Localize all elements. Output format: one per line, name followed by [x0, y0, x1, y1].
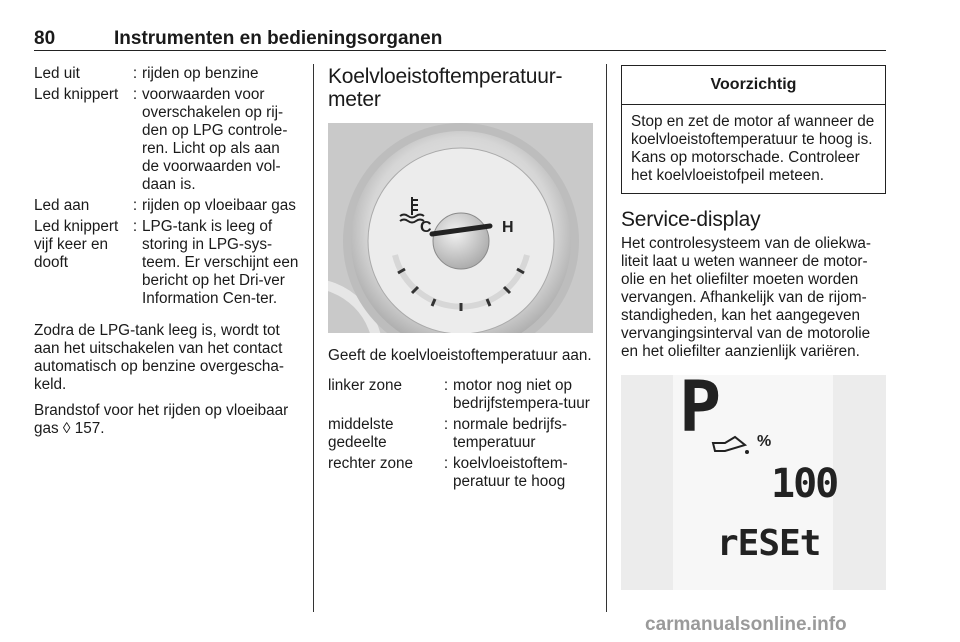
column-middle [328, 65, 594, 494]
column-divider [313, 64, 314, 612]
table-row: linker zone : motor nog niet op bedrijfstempera-tuur [328, 377, 594, 413]
led-desc: LPG-tank is leeg of storing in LPG-sys-teem. Er verschijnt een bericht op het Dri-ver Information Cen-ter. [142, 218, 299, 307]
chapter-title: Instrumenten en bedieningsorganen [114, 28, 443, 49]
zone-term: rechter zone [328, 455, 414, 472]
section-title-coolant: Koelvloeistoftemperatuur-meter [328, 65, 563, 111]
section-title-service: Service-display [621, 208, 761, 231]
watermark: carmanualsonline.info [645, 614, 847, 635]
zone-desc: koelvloeistoftem-peratuur te hoog [453, 455, 568, 490]
zone-term: middelste gedeelte [328, 416, 394, 451]
column-left [34, 65, 300, 446]
zone-desc: normale bedrijfs-temperatuur [453, 416, 567, 451]
page-number: 80 [34, 28, 56, 49]
page-reference-icon: ◊ [62, 420, 71, 437]
display-value: 100 [771, 461, 838, 507]
table-row: rechter zone : koelvloeistoftem-peratuur te hoog [328, 455, 594, 491]
display-reset-text: rESEt [717, 523, 821, 564]
caution-heading: Voorzichtig [622, 66, 885, 105]
display-percent: % [757, 433, 772, 450]
led-desc: voorwaarden voor overschakelen op rij-den op LPG controle-ren. Licht op als aan de voorwaarden vol-daan is. [142, 86, 288, 193]
led-status-table [34, 65, 300, 308]
table-row: Led knippert : voorwaarden voor overschakelen op rij-den op LPG controle-ren. Licht op als aan de voorwaarden vol-daan is. [34, 86, 300, 194]
table-row: Led aan : rijden op vloeibaar gas [34, 197, 300, 215]
service-display-image [621, 375, 886, 590]
column-right [621, 65, 886, 590]
gauge-hot-label: H [502, 219, 514, 236]
zone-desc: motor nog niet op bedrijfstempera-tuur [453, 377, 590, 412]
led-desc: rijden op benzine [142, 65, 259, 82]
table-row: Led knippert vijf keer en dooft : LPG-tank is leeg of storing in LPG-sys-teem. Er verschijnt een bericht op het Dri-ver Information Cen-ter. [34, 218, 299, 307]
led-term: Led knippert [34, 86, 119, 103]
lpg-reference-paragraph: Brandstof voor het rijden op vloeibaar gas ◊ 157. [34, 402, 289, 437]
gauge-cold-label: C [420, 219, 432, 236]
gauge-caption: Geeft de koelvloeistoftemperatuur aan. [328, 347, 592, 364]
table-row: Led uit : rijden op benzine [34, 65, 300, 83]
column-divider [606, 64, 607, 612]
page-reference-link[interactable]: 157. [70, 420, 105, 437]
led-term: Led uit [34, 65, 80, 82]
led-term: Led knippert vijf keer en dooft [34, 218, 119, 271]
led-desc: rijden op vloeibaar gas [142, 197, 296, 214]
service-paragraph: Het controlesysteem van de oliekwa-liteit laat u weten wanneer de motor-olie en het oliefilter moeten worden vervangen. Afhankelijk van de rijom-standigheden, kan het aangegeven vervangingsinterval van de motorolie en het oliefilter aanzienlijk variëren. [621, 235, 871, 360]
page-header [34, 28, 886, 51]
zone-term: linker zone [328, 377, 402, 394]
led-term: Led aan [34, 197, 90, 214]
coolant-zone-table [328, 377, 594, 491]
table-row: middelste gedeelte : normale bedrijfs-temperatuur [328, 416, 594, 452]
display-mode-letter: P [679, 375, 722, 448]
caution-text: Stop en zet de motor af wanneer de koelvloeistoftemperatuur te hoog is. Kans op motorschade. Controleer het koelvloeistofpeil meteen. [631, 113, 875, 184]
coolant-gauge-image [328, 123, 593, 333]
lpg-empty-paragraph: Zodra de LPG-tank leeg is, wordt tot aan het uitschakelen van het contact automatisch op benzine overgescha-keld. [34, 322, 285, 393]
caution-box [621, 65, 886, 194]
